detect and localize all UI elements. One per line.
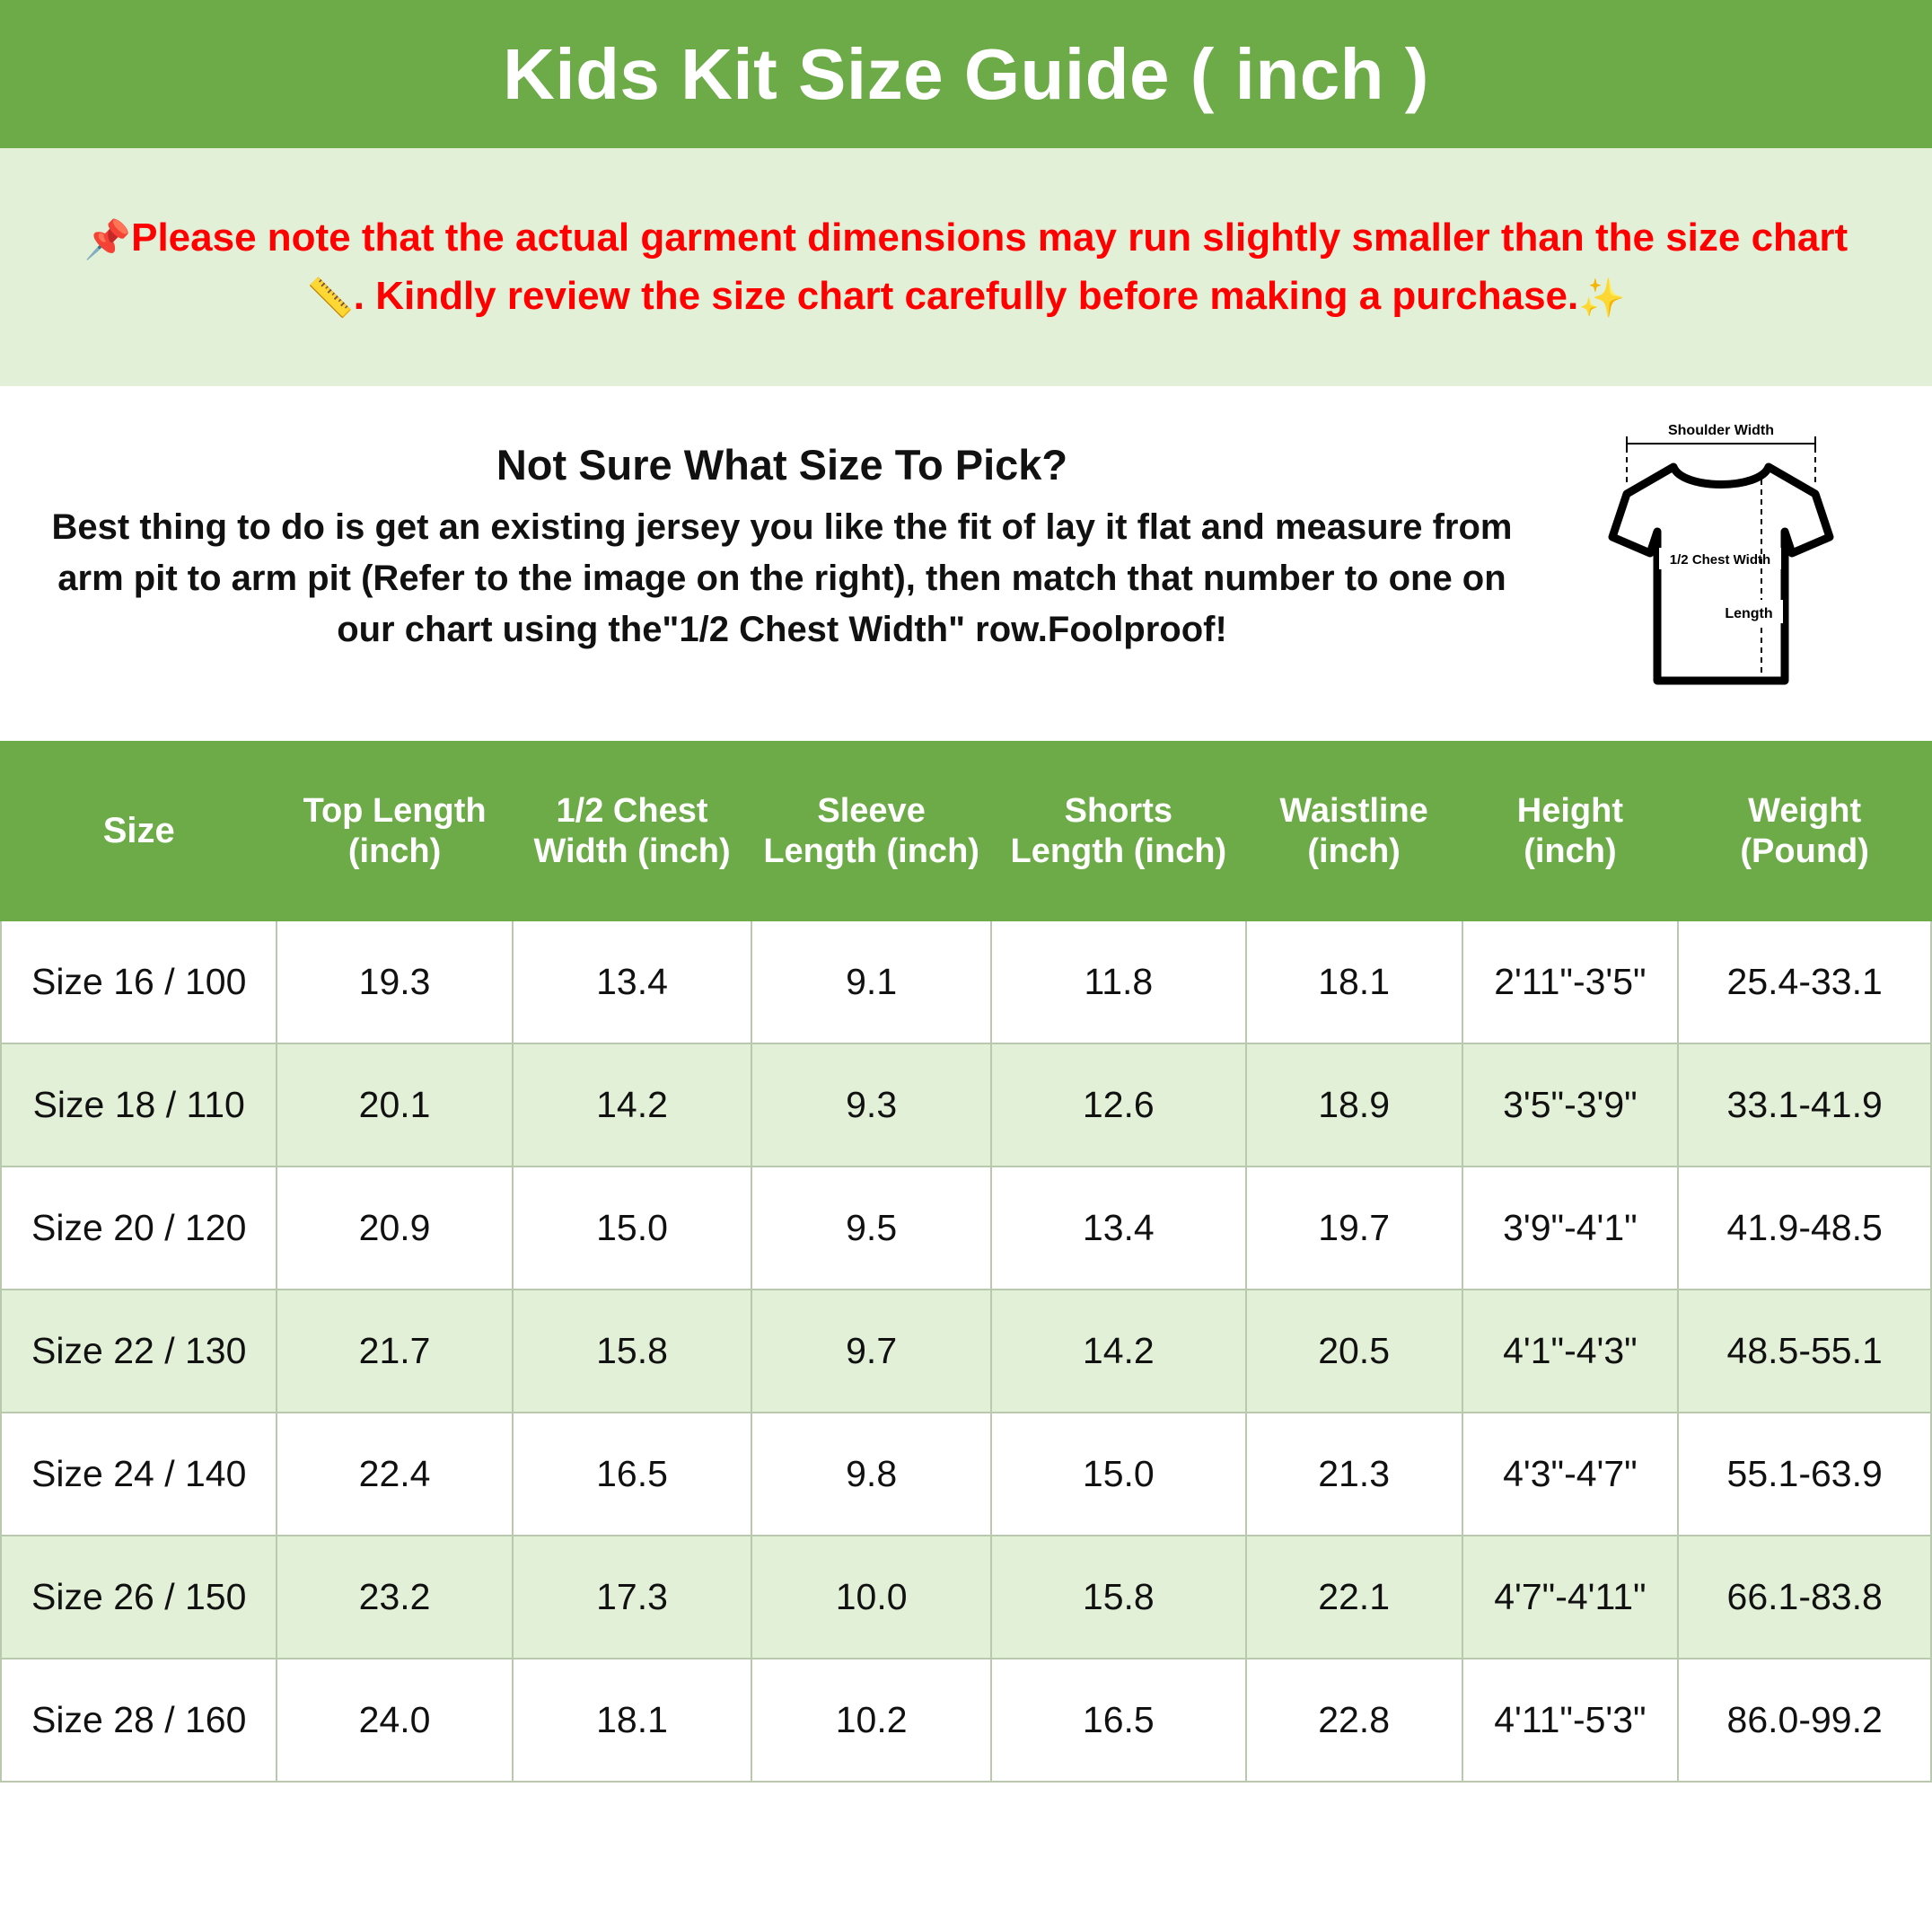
svg-text:1/2 Chest Width: 1/2 Chest Width <box>1669 552 1771 568</box>
cell-waistline: 19.7 <box>1246 1166 1462 1290</box>
col-header-waistline: Waistline (inch) <box>1246 742 1462 920</box>
table-header <box>1 742 1931 920</box>
col-header-shorts-length: Shorts Length (inch) <box>991 742 1246 920</box>
page-header <box>0 0 1932 148</box>
page-title: Kids Kit Size Guide ( inch ) <box>503 33 1429 114</box>
cell-height: 4'3"-4'7" <box>1462 1413 1679 1536</box>
cell-sleeve-length: 10.2 <box>751 1659 991 1782</box>
cell-half-chest-width: 15.8 <box>513 1290 752 1413</box>
measure-help-title: Not Sure What Size To Pick? <box>496 441 1068 489</box>
cell-half-chest-width: 15.0 <box>513 1166 752 1290</box>
cell-waistline: 20.5 <box>1246 1290 1462 1413</box>
cell-weight: 41.9-48.5 <box>1678 1166 1931 1290</box>
cell-size: Size 22 / 130 <box>1 1290 277 1413</box>
cell-shorts-length: 16.5 <box>991 1659 1246 1782</box>
table-row <box>1 1413 1931 1536</box>
cell-weight: 66.1-83.8 <box>1678 1536 1931 1659</box>
cell-half-chest-width: 14.2 <box>513 1043 752 1166</box>
cell-size: Size 18 / 110 <box>1 1043 277 1166</box>
cell-sleeve-length: 10.0 <box>751 1536 991 1659</box>
table-row <box>1 1166 1931 1290</box>
svg-text:Length: Length <box>1725 606 1773 621</box>
size-chart-table <box>0 741 1932 1783</box>
cell-shorts-length: 11.8 <box>991 920 1246 1043</box>
cell-top-length: 20.1 <box>277 1043 512 1166</box>
sparkles-icon: ✨ <box>1578 276 1626 319</box>
cell-shorts-length: 15.0 <box>991 1413 1246 1536</box>
table-row <box>1 1659 1931 1782</box>
cell-half-chest-width: 18.1 <box>513 1659 752 1782</box>
cell-sleeve-length: 9.5 <box>751 1166 991 1290</box>
cell-waistline: 22.1 <box>1246 1536 1462 1659</box>
note-line-2 <box>306 268 1625 326</box>
cell-top-length: 19.3 <box>277 920 512 1043</box>
note-line-1 <box>84 209 1848 268</box>
cell-weight: 33.1-41.9 <box>1678 1043 1931 1166</box>
cell-shorts-length: 12.6 <box>991 1043 1246 1166</box>
table-row <box>1 1043 1931 1166</box>
cell-shorts-length: 14.2 <box>991 1290 1246 1413</box>
table-row <box>1 920 1931 1043</box>
cell-height: 2'11"-3'5" <box>1462 920 1679 1043</box>
cell-half-chest-width: 16.5 <box>513 1413 752 1536</box>
cell-size: Size 24 / 140 <box>1 1413 277 1536</box>
table-row <box>1 1536 1931 1659</box>
cell-half-chest-width: 13.4 <box>513 920 752 1043</box>
note-banner <box>0 148 1932 386</box>
cell-sleeve-length: 9.3 <box>751 1043 991 1166</box>
cell-weight: 25.4-33.1 <box>1678 920 1931 1043</box>
measure-help-section <box>0 386 1932 741</box>
tshirt-measurement-diagram <box>1573 424 1869 725</box>
cell-waistline: 18.1 <box>1246 920 1462 1043</box>
cell-waistline: 21.3 <box>1246 1413 1462 1536</box>
cell-height: 4'11"-5'3" <box>1462 1659 1679 1782</box>
cell-size: Size 26 / 150 <box>1 1536 277 1659</box>
cell-waistline: 22.8 <box>1246 1659 1462 1782</box>
table-body <box>1 920 1931 1782</box>
table-row <box>1 1290 1931 1413</box>
cell-height: 3'9"-4'1" <box>1462 1166 1679 1290</box>
cell-weight: 86.0-99.2 <box>1678 1659 1931 1782</box>
cell-top-length: 20.9 <box>277 1166 512 1290</box>
table-header-row <box>1 742 1931 920</box>
note-text-2: . Kindly review the size chart carefully before making a purchase. <box>353 273 1579 318</box>
cell-size: Size 28 / 160 <box>1 1659 277 1782</box>
cell-shorts-length: 15.8 <box>991 1536 1246 1659</box>
col-header-half-chest-width: 1/2 Chest Width (inch) <box>513 742 752 920</box>
cell-half-chest-width: 17.3 <box>513 1536 752 1659</box>
note-text-1: Please note that the actual garment dimensions may run slightly smaller than the size chart <box>131 215 1849 260</box>
col-header-weight: Weight (Pound) <box>1678 742 1931 920</box>
cell-top-length: 24.0 <box>277 1659 512 1782</box>
cell-sleeve-length: 9.7 <box>751 1290 991 1413</box>
measure-help-text <box>18 440 1573 655</box>
size-table-container <box>0 741 1932 1928</box>
measure-help-body: Best thing to do is get an existing jersey you like the fit of lay it flat and measure from arm pit to arm pit (Refer to the image on the right), then match that number to one on our chart using the"1/2 Chest Width" row.Foolproof! <box>51 507 1513 649</box>
cell-sleeve-length: 9.8 <box>751 1413 991 1536</box>
cell-weight: 55.1-63.9 <box>1678 1413 1931 1536</box>
svg-text:Shoulder Width: Shoulder Width <box>1667 424 1775 438</box>
col-header-sleeve-length: Sleeve Length (inch) <box>751 742 991 920</box>
cell-top-length: 21.7 <box>277 1290 512 1413</box>
ruler-icon: 📏 <box>306 276 354 319</box>
cell-top-length: 22.4 <box>277 1413 512 1536</box>
cell-weight: 48.5-55.1 <box>1678 1290 1931 1413</box>
cell-height: 4'1"-4'3" <box>1462 1290 1679 1413</box>
cell-height: 3'5"-3'9" <box>1462 1043 1679 1166</box>
col-header-size: Size <box>1 742 277 920</box>
cell-height: 4'7"-4'11" <box>1462 1536 1679 1659</box>
cell-shorts-length: 13.4 <box>991 1166 1246 1290</box>
col-header-height: Height (inch) <box>1462 742 1679 920</box>
col-header-top-length: Top Length (inch) <box>277 742 512 920</box>
cell-size: Size 16 / 100 <box>1 920 277 1043</box>
cell-top-length: 23.2 <box>277 1536 512 1659</box>
cell-waistline: 18.9 <box>1246 1043 1462 1166</box>
cell-size: Size 20 / 120 <box>1 1166 277 1290</box>
pushpin-icon: 📌 <box>83 217 132 260</box>
tshirt-icon <box>1573 424 1869 720</box>
cell-sleeve-length: 9.1 <box>751 920 991 1043</box>
